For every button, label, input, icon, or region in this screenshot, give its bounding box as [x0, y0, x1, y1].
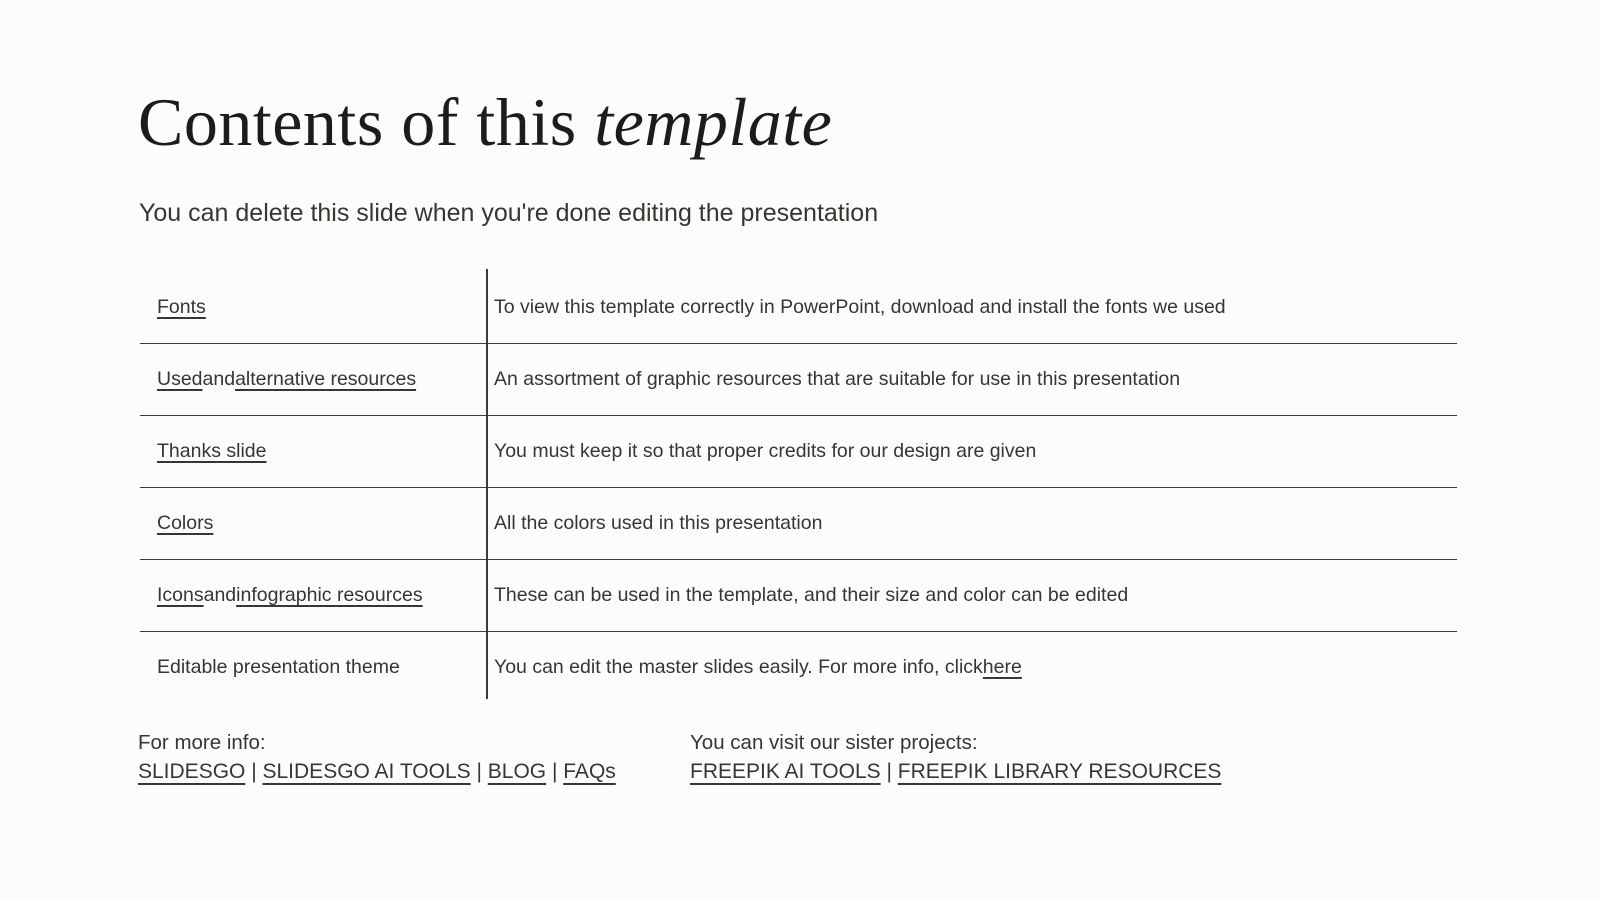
link-colors[interactable]: Colors	[157, 512, 214, 534]
link-slidesgo[interactable]: SLIDESGO	[138, 760, 246, 784]
text-segment: These can be used in the template, and their size and color can be edited	[494, 584, 1129, 606]
row-label-cell	[140, 272, 486, 343]
link-icons[interactable]: Icons	[157, 584, 204, 606]
table-row	[140, 559, 1457, 631]
table-row	[140, 343, 1457, 415]
subtitle: You can delete this slide when you're done editing the presentation	[139, 199, 879, 227]
text-segment: All the colors used in this presentation	[494, 512, 823, 534]
link-thanks-slide[interactable]: Thanks slide	[157, 440, 267, 462]
text-segment: You must keep it so that proper credits for our design are given	[494, 440, 1037, 462]
separator: |	[470, 760, 488, 784]
row-description-cell	[486, 632, 1457, 703]
text-segment: To view this template correctly in PowerPoint, download and install the fonts we used	[494, 296, 1226, 318]
separator: |	[546, 760, 564, 784]
link-freepik-library-resources[interactable]: FREEPIK LIBRARY RESOURCES	[897, 760, 1222, 784]
text-segment: You can edit the master slides easily. For more info, click	[494, 656, 983, 678]
link-fonts[interactable]: Fonts	[157, 296, 206, 318]
link-here[interactable]: here	[982, 656, 1022, 678]
table-column-divider	[486, 269, 488, 699]
footer-more-info-links	[138, 759, 616, 786]
row-description-cell	[486, 488, 1457, 559]
link-infographic-resources[interactable]: infographic resources	[236, 584, 423, 606]
page-title-regular: Contents of this	[138, 84, 595, 160]
separator: |	[245, 760, 263, 784]
table-row	[140, 631, 1457, 703]
row-description-cell	[486, 560, 1457, 631]
text-segment: and	[202, 368, 236, 390]
text-segment: and	[203, 584, 237, 606]
row-label-cell	[140, 344, 486, 415]
table-row	[140, 487, 1457, 559]
page-title-italic: template	[594, 84, 833, 160]
text-segment: An assortment of graphic resources that are suitable for use in this presentation	[494, 368, 1181, 390]
link-used[interactable]: Used	[157, 368, 203, 390]
row-description-cell	[486, 416, 1457, 487]
row-label-cell	[140, 416, 486, 487]
row-description-cell	[486, 272, 1457, 343]
link-freepik-ai-tools[interactable]: FREEPIK AI TOOLS	[690, 760, 881, 784]
footer-more-info	[138, 730, 616, 786]
row-label-cell	[140, 488, 486, 559]
row-label-cell	[140, 632, 486, 703]
page-title	[138, 84, 832, 160]
footer-more-info-label: For more info:	[138, 731, 266, 754]
row-description-cell	[486, 344, 1457, 415]
table-row	[140, 272, 1457, 343]
text-segment: Editable presentation theme	[157, 656, 400, 678]
contents-table	[140, 272, 1457, 703]
link-slidesgo-ai-tools[interactable]: SLIDESGO AI TOOLS	[262, 760, 471, 784]
link-alternative-resources[interactable]: alternative resources	[235, 368, 417, 390]
footer-sister-projects	[690, 730, 1221, 786]
link-faqs[interactable]: FAQs	[563, 760, 616, 784]
separator: |	[880, 760, 898, 784]
footer-sister-projects-label: You can visit our sister projects:	[690, 731, 978, 754]
footer-sister-projects-links	[690, 759, 1221, 786]
row-label-cell	[140, 560, 486, 631]
link-blog[interactable]: BLOG	[487, 760, 547, 784]
table-row	[140, 415, 1457, 487]
